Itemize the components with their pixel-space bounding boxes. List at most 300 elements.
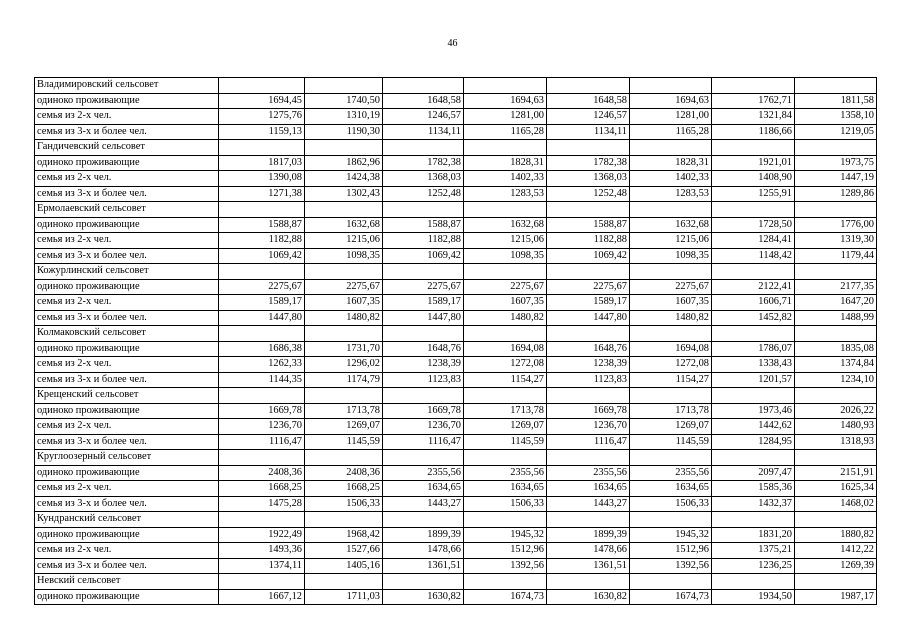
value-cell: 1424,38 (305, 171, 383, 187)
row-label: семья из 2-х чел. (35, 481, 219, 497)
value-cell: 1302,43 (305, 186, 383, 202)
value-cell: 1634,65 (464, 481, 547, 497)
value-cell: 1246,57 (547, 109, 630, 125)
value-cell: 1289,86 (795, 186, 877, 202)
value-cell: 1442,62 (712, 419, 795, 435)
value-cell: 1973,46 (712, 403, 795, 419)
value-cell: 1921,01 (712, 155, 795, 171)
table-row (35, 481, 877, 497)
empty-cell (712, 388, 795, 404)
value-cell: 1634,65 (630, 481, 712, 497)
value-cell: 1589,17 (547, 295, 630, 311)
value-cell: 1632,68 (464, 217, 547, 233)
table-row (35, 295, 877, 311)
value-cell: 1945,32 (630, 527, 712, 543)
value-cell: 1634,65 (383, 481, 464, 497)
table-row (35, 124, 877, 140)
row-label: одиноко проживающие (35, 589, 219, 605)
row-label: одиноко проживающие (35, 341, 219, 357)
empty-cell (630, 78, 712, 94)
value-cell: 2355,56 (547, 465, 630, 481)
row-label: семья из 3-х и более чел. (35, 310, 219, 326)
empty-cell (383, 326, 464, 342)
empty-cell (795, 574, 877, 590)
empty-cell (464, 512, 547, 528)
value-cell: 1647,20 (795, 295, 877, 311)
value-cell: 1236,70 (383, 419, 464, 435)
empty-cell (630, 450, 712, 466)
page-number: 46 (447, 38, 458, 49)
value-cell: 1899,39 (547, 527, 630, 543)
value-cell: 1281,00 (464, 109, 547, 125)
value-cell: 2408,36 (219, 465, 305, 481)
value-cell: 1154,27 (464, 372, 547, 388)
value-cell: 1255,91 (712, 186, 795, 202)
empty-cell (795, 388, 877, 404)
table-row (35, 279, 877, 295)
empty-cell (795, 78, 877, 94)
table-row (35, 186, 877, 202)
empty-cell (630, 512, 712, 528)
value-cell: 2355,56 (383, 465, 464, 481)
value-cell: 2355,56 (464, 465, 547, 481)
empty-cell (219, 512, 305, 528)
value-cell: 1588,87 (219, 217, 305, 233)
empty-cell (795, 450, 877, 466)
empty-cell (630, 140, 712, 156)
row-label: семья из 3-х и более чел. (35, 372, 219, 388)
value-cell: 1468,02 (795, 496, 877, 512)
empty-cell (547, 574, 630, 590)
value-cell: 1134,11 (383, 124, 464, 140)
value-cell: 2275,67 (464, 279, 547, 295)
value-cell: 1713,78 (464, 403, 547, 419)
value-cell: 1740,50 (305, 93, 383, 109)
value-cell: 2151,91 (795, 465, 877, 481)
value-cell: 1159,13 (219, 124, 305, 140)
row-label: семья из 2-х чел. (35, 171, 219, 187)
value-cell: 1182,88 (547, 233, 630, 249)
table-row (35, 310, 877, 326)
value-cell: 1098,35 (464, 248, 547, 264)
empty-cell (305, 574, 383, 590)
value-cell: 1630,82 (383, 589, 464, 605)
empty-cell (219, 326, 305, 342)
value-cell: 1145,59 (464, 434, 547, 450)
value-cell: 1338,43 (712, 357, 795, 373)
row-label: одиноко проживающие (35, 527, 219, 543)
value-cell: 1588,87 (547, 217, 630, 233)
value-cell: 1713,78 (630, 403, 712, 419)
value-cell: 1390,08 (219, 171, 305, 187)
value-cell: 1392,56 (464, 558, 547, 574)
section-header-row (35, 202, 877, 218)
value-cell: 2275,67 (630, 279, 712, 295)
empty-cell (219, 140, 305, 156)
empty-cell (383, 202, 464, 218)
empty-cell (464, 264, 547, 280)
value-cell: 1506,33 (630, 496, 712, 512)
empty-cell (795, 264, 877, 280)
value-cell: 1835,08 (795, 341, 877, 357)
value-cell: 1694,45 (219, 93, 305, 109)
value-cell: 1527,66 (305, 543, 383, 559)
value-cell: 1443,27 (547, 496, 630, 512)
row-label: семья из 3-х и более чел. (35, 558, 219, 574)
table-row (35, 403, 877, 419)
value-cell: 1116,47 (383, 434, 464, 450)
table-row (35, 217, 877, 233)
value-cell: 1275,76 (219, 109, 305, 125)
value-cell: 1179,44 (795, 248, 877, 264)
value-cell: 1116,47 (219, 434, 305, 450)
value-cell: 1134,11 (547, 124, 630, 140)
value-cell: 1922,49 (219, 527, 305, 543)
value-cell: 1786,07 (712, 341, 795, 357)
empty-cell (305, 388, 383, 404)
value-cell: 1588,87 (383, 217, 464, 233)
empty-cell (464, 574, 547, 590)
value-cell: 1269,07 (630, 419, 712, 435)
empty-cell (630, 388, 712, 404)
value-cell: 1452,82 (712, 310, 795, 326)
value-cell: 1215,06 (464, 233, 547, 249)
value-cell: 1069,42 (383, 248, 464, 264)
empty-cell (630, 574, 712, 590)
value-cell: 2408,36 (305, 465, 383, 481)
value-cell: 1284,95 (712, 434, 795, 450)
value-cell: 1632,68 (305, 217, 383, 233)
value-cell: 1252,48 (547, 186, 630, 202)
value-cell: 1238,39 (547, 357, 630, 373)
value-cell: 1234,10 (795, 372, 877, 388)
empty-cell (712, 512, 795, 528)
value-cell: 1368,03 (547, 171, 630, 187)
value-cell: 1782,38 (383, 155, 464, 171)
value-cell: 1506,33 (305, 496, 383, 512)
value-cell: 1447,80 (219, 310, 305, 326)
table-row (35, 109, 877, 125)
empty-cell (547, 388, 630, 404)
table-body (35, 78, 877, 605)
value-cell: 1319,30 (795, 233, 877, 249)
value-cell: 1269,07 (305, 419, 383, 435)
value-cell: 1589,17 (219, 295, 305, 311)
section-header-row (35, 512, 877, 528)
section-header-row (35, 388, 877, 404)
value-cell: 1361,51 (547, 558, 630, 574)
value-cell: 1669,78 (547, 403, 630, 419)
value-cell: 2097,47 (712, 465, 795, 481)
value-cell: 2177,35 (795, 279, 877, 295)
value-cell: 1973,75 (795, 155, 877, 171)
table-row (35, 171, 877, 187)
row-label: семья из 3-х и более чел. (35, 496, 219, 512)
empty-cell (630, 326, 712, 342)
empty-cell (383, 140, 464, 156)
empty-cell (547, 78, 630, 94)
value-cell: 1186,66 (712, 124, 795, 140)
value-cell: 1880,82 (795, 527, 877, 543)
row-label: семья из 2-х чел. (35, 357, 219, 373)
row-label: одиноко проживающие (35, 279, 219, 295)
value-cell: 1648,58 (547, 93, 630, 109)
section-title: Колмаковский сельсовет (35, 326, 219, 342)
value-cell: 1272,08 (630, 357, 712, 373)
value-cell: 1480,82 (630, 310, 712, 326)
section-header-row (35, 78, 877, 94)
value-cell: 1669,78 (219, 403, 305, 419)
value-cell: 1236,70 (547, 419, 630, 435)
table-row (35, 527, 877, 543)
value-cell: 1694,63 (464, 93, 547, 109)
empty-cell (383, 388, 464, 404)
empty-cell (795, 326, 877, 342)
value-cell: 1098,35 (630, 248, 712, 264)
value-cell: 1585,36 (712, 481, 795, 497)
value-cell: 1443,27 (383, 496, 464, 512)
value-cell: 1478,66 (547, 543, 630, 559)
value-cell: 1123,83 (383, 372, 464, 388)
value-cell: 1447,80 (383, 310, 464, 326)
value-cell: 1828,31 (464, 155, 547, 171)
empty-cell (305, 512, 383, 528)
row-label: семья из 2-х чел. (35, 109, 219, 125)
section-title: Невский сельсовет (35, 574, 219, 590)
value-cell: 2122,41 (712, 279, 795, 295)
value-cell: 1116,47 (547, 434, 630, 450)
empty-cell (547, 202, 630, 218)
empty-cell (383, 512, 464, 528)
empty-cell (547, 326, 630, 342)
value-cell: 1272,08 (464, 357, 547, 373)
empty-cell (305, 450, 383, 466)
value-cell: 1811,58 (795, 93, 877, 109)
value-cell: 1968,42 (305, 527, 383, 543)
empty-cell (219, 450, 305, 466)
empty-cell (305, 140, 383, 156)
section-title: Кундранский сельсовет (35, 512, 219, 528)
value-cell: 1402,33 (464, 171, 547, 187)
value-cell: 1480,93 (795, 419, 877, 435)
empty-cell (464, 202, 547, 218)
table-row (35, 357, 877, 373)
empty-cell (383, 264, 464, 280)
value-cell: 2275,67 (305, 279, 383, 295)
table-row (35, 341, 877, 357)
value-cell: 1271,38 (219, 186, 305, 202)
section-title: Ермолаевский сельсовет (35, 202, 219, 218)
section-header-row (35, 140, 877, 156)
section-header-row (35, 264, 877, 280)
value-cell: 1862,96 (305, 155, 383, 171)
value-cell: 1728,50 (712, 217, 795, 233)
value-cell: 1236,70 (219, 419, 305, 435)
empty-cell (712, 450, 795, 466)
value-cell: 1432,37 (712, 496, 795, 512)
table-row (35, 233, 877, 249)
value-cell: 1782,38 (547, 155, 630, 171)
table-row (35, 248, 877, 264)
value-cell: 1123,83 (547, 372, 630, 388)
section-title: Гандичевский сельсовет (35, 140, 219, 156)
value-cell: 1182,88 (383, 233, 464, 249)
empty-cell (630, 264, 712, 280)
row-label: семья из 2-х чел. (35, 295, 219, 311)
value-cell: 1447,19 (795, 171, 877, 187)
section-header-row (35, 574, 877, 590)
value-cell: 1310,19 (305, 109, 383, 125)
value-cell: 1648,76 (547, 341, 630, 357)
value-cell: 1174,79 (305, 372, 383, 388)
table-row (35, 465, 877, 481)
section-title: Круглоозерный сельсовет (35, 450, 219, 466)
value-cell: 1606,71 (712, 295, 795, 311)
value-cell: 1165,28 (464, 124, 547, 140)
row-label: семья из 2-х чел. (35, 233, 219, 249)
value-cell: 1318,93 (795, 434, 877, 450)
section-title: Крещенский сельсовет (35, 388, 219, 404)
value-cell: 1219,05 (795, 124, 877, 140)
value-cell: 1215,06 (305, 233, 383, 249)
value-cell: 1358,10 (795, 109, 877, 125)
empty-cell (219, 202, 305, 218)
value-cell: 1632,68 (630, 217, 712, 233)
value-cell: 1776,00 (795, 217, 877, 233)
table-row (35, 589, 877, 605)
value-cell: 2275,67 (547, 279, 630, 295)
section-title: Кожурлинский сельсовет (35, 264, 219, 280)
value-cell: 1368,03 (383, 171, 464, 187)
table-row (35, 93, 877, 109)
empty-cell (383, 78, 464, 94)
value-cell: 1283,53 (464, 186, 547, 202)
value-cell: 1493,36 (219, 543, 305, 559)
value-cell: 1144,35 (219, 372, 305, 388)
value-cell: 1648,76 (383, 341, 464, 357)
empty-cell (630, 202, 712, 218)
value-cell: 1607,35 (464, 295, 547, 311)
value-cell: 1686,38 (219, 341, 305, 357)
value-cell: 1607,35 (630, 295, 712, 311)
value-cell: 1899,39 (383, 527, 464, 543)
empty-cell (383, 450, 464, 466)
value-cell: 1674,73 (630, 589, 712, 605)
row-label: семья из 3-х и более чел. (35, 434, 219, 450)
value-cell: 1402,33 (630, 171, 712, 187)
empty-cell (795, 202, 877, 218)
empty-cell (219, 574, 305, 590)
value-cell: 2275,67 (219, 279, 305, 295)
section-title: Владимировский сельсовет (35, 78, 219, 94)
value-cell: 1165,28 (630, 124, 712, 140)
value-cell: 1506,33 (464, 496, 547, 512)
value-cell: 1478,66 (383, 543, 464, 559)
empty-cell (464, 140, 547, 156)
row-label: семья из 3-х и более чел. (35, 248, 219, 264)
empty-cell (305, 78, 383, 94)
row-label: одиноко проживающие (35, 465, 219, 481)
table-row (35, 558, 877, 574)
value-cell: 1283,53 (630, 186, 712, 202)
value-cell: 1987,17 (795, 589, 877, 605)
value-cell: 1321,84 (712, 109, 795, 125)
value-cell: 1711,03 (305, 589, 383, 605)
value-cell: 1190,30 (305, 124, 383, 140)
value-cell: 1694,63 (630, 93, 712, 109)
value-cell: 1731,70 (305, 341, 383, 357)
value-cell: 1281,00 (630, 109, 712, 125)
value-cell: 1625,34 (795, 481, 877, 497)
value-cell: 1934,50 (712, 589, 795, 605)
empty-cell (795, 512, 877, 528)
empty-cell (795, 140, 877, 156)
value-cell: 1512,96 (630, 543, 712, 559)
row-label: одиноко проживающие (35, 217, 219, 233)
value-cell: 1201,57 (712, 372, 795, 388)
empty-cell (547, 140, 630, 156)
empty-cell (305, 264, 383, 280)
empty-cell (219, 78, 305, 94)
value-cell: 1098,35 (305, 248, 383, 264)
value-cell: 1694,08 (464, 341, 547, 357)
value-cell: 1480,82 (464, 310, 547, 326)
value-cell: 1945,32 (464, 527, 547, 543)
value-cell: 1182,88 (219, 233, 305, 249)
value-cell: 2355,56 (630, 465, 712, 481)
table-row (35, 155, 877, 171)
value-cell: 1648,58 (383, 93, 464, 109)
table-row (35, 543, 877, 559)
value-cell: 1817,03 (219, 155, 305, 171)
value-cell: 2026,22 (795, 403, 877, 419)
empty-cell (219, 388, 305, 404)
empty-cell (464, 388, 547, 404)
value-cell: 1713,78 (305, 403, 383, 419)
value-cell: 1361,51 (383, 558, 464, 574)
value-cell: 1405,16 (305, 558, 383, 574)
value-cell: 1762,71 (712, 93, 795, 109)
empty-cell (305, 326, 383, 342)
empty-cell (219, 264, 305, 280)
value-cell: 1069,42 (547, 248, 630, 264)
empty-cell (712, 574, 795, 590)
empty-cell (305, 202, 383, 218)
value-cell: 1238,39 (383, 357, 464, 373)
empty-cell (464, 326, 547, 342)
value-cell: 1408,90 (712, 171, 795, 187)
value-cell: 1154,27 (630, 372, 712, 388)
value-cell: 1148,42 (712, 248, 795, 264)
value-cell: 1668,25 (305, 481, 383, 497)
empty-cell (383, 574, 464, 590)
empty-cell (464, 78, 547, 94)
empty-cell (712, 264, 795, 280)
value-cell: 1630,82 (547, 589, 630, 605)
value-cell: 1374,11 (219, 558, 305, 574)
value-cell: 1412,22 (795, 543, 877, 559)
row-label: семья из 3-х и более чел. (35, 124, 219, 140)
value-cell: 1296,02 (305, 357, 383, 373)
section-header-row (35, 450, 877, 466)
empty-cell (712, 326, 795, 342)
value-cell: 1252,48 (383, 186, 464, 202)
value-cell: 2275,67 (383, 279, 464, 295)
table-row (35, 496, 877, 512)
empty-cell (464, 450, 547, 466)
table-row (35, 434, 877, 450)
value-cell: 1262,33 (219, 357, 305, 373)
